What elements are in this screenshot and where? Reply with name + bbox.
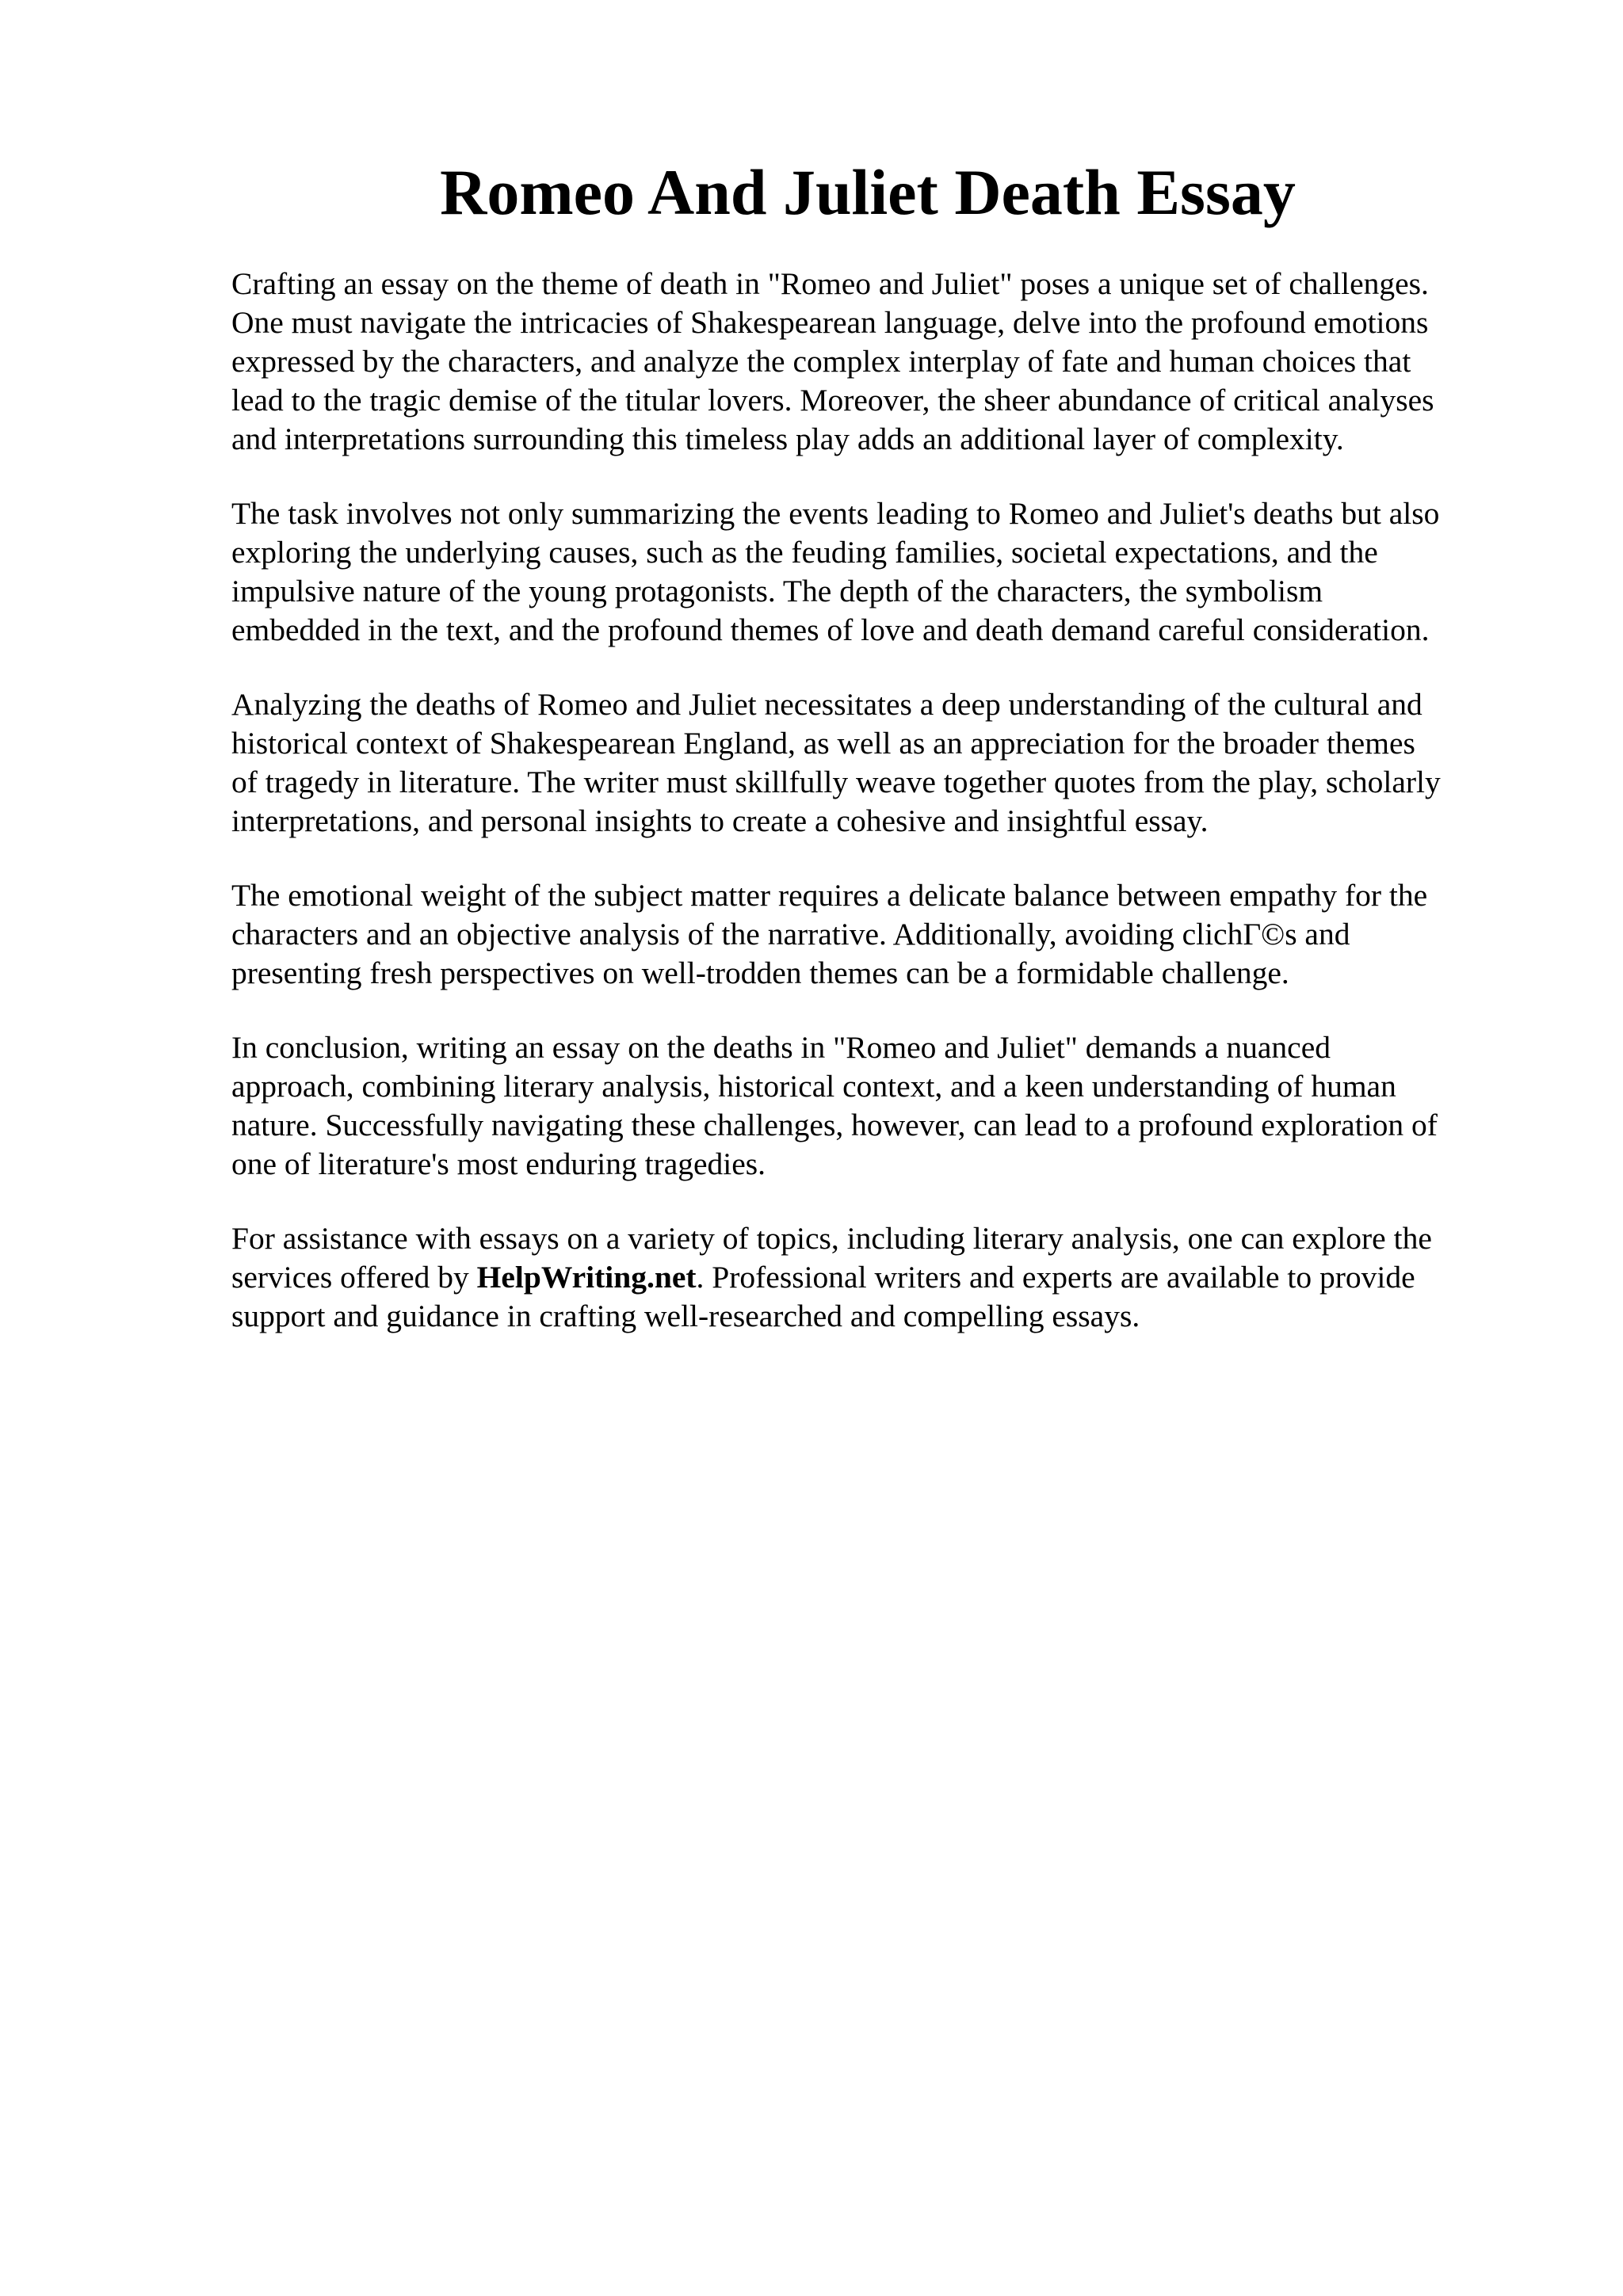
text-line: interpretations, and personal insights to create a cohesive and insightful essay. bbox=[231, 803, 1209, 838]
document-title: Romeo And Juliet Death Essay bbox=[440, 156, 1296, 228]
closing-text-before-brand: services offered by bbox=[231, 1260, 477, 1295]
helpwriting-brand: HelpWriting.net bbox=[476, 1260, 697, 1295]
text-line: exploring the underlying causes, such as the feuding families, societal expectations, and the bbox=[231, 535, 1378, 570]
text-line: presenting fresh perspectives on well-trodden themes can be a formidable challenge. bbox=[231, 955, 1289, 990]
text-line: of tragedy in literature. The writer must skillfully weave together quotes from the play, scholarly bbox=[231, 765, 1441, 799]
text-line: Crafting an essay on the theme of death in "Romeo and Juliet" poses a unique set of challenges. bbox=[231, 266, 1429, 301]
text-line: Analyzing the deaths of Romeo and Juliet necessitates a deep understanding of the cultural and bbox=[231, 687, 1423, 722]
text-line: nature. Successfully navigating these challenges, however, can lead to a profound exploration of bbox=[231, 1108, 1438, 1142]
text-line: impulsive nature of the young protagonists. The depth of the characters, the symbolism bbox=[231, 574, 1323, 608]
text-line: and interpretations surrounding this timeless play adds an additional layer of complexity. bbox=[231, 421, 1344, 456]
paragraph-1 bbox=[231, 265, 1515, 459]
text-line: One must navigate the intricacies of Shakespearean language, delve into the profound emotions bbox=[231, 305, 1429, 340]
text-line: In conclusion, writing an essay on the deaths in "Romeo and Juliet" demands a nuanced bbox=[231, 1030, 1331, 1065]
text-line: For assistance with essays on a variety of topics, including literary analysis, one can explore the bbox=[231, 1221, 1432, 1256]
paragraph-5 bbox=[231, 1028, 1515, 1184]
text-line: lead to the tragic demise of the titular lovers. Moreover, the sheer abundance of critical analyses bbox=[231, 383, 1434, 418]
document-body bbox=[231, 265, 1515, 1371]
text-line: embedded in the text, and the profound themes of love and death demand careful consideration. bbox=[231, 612, 1430, 647]
text-line: expressed by the characters, and analyze the complex interplay of fate and human choices that bbox=[231, 344, 1411, 379]
text-line-with-brand bbox=[231, 1258, 1515, 1297]
closing-text-after-brand: . Professional writers and experts are available to provide bbox=[696, 1260, 1415, 1295]
paragraph-2 bbox=[231, 494, 1515, 650]
paragraph-3 bbox=[231, 685, 1515, 841]
paragraph-4 bbox=[231, 876, 1515, 993]
text-line: historical context of Shakespearean England, as well as an appreciation for the broader themes bbox=[231, 726, 1415, 761]
text-line: The task involves not only summarizing the events leading to Romeo and Juliet's deaths but also bbox=[231, 496, 1440, 531]
text-line: characters and an objective analysis of the narrative. Additionally, avoiding clichГ©s and bbox=[231, 917, 1350, 952]
closing-paragraph bbox=[231, 1219, 1515, 1336]
text-line: support and guidance in crafting well-researched and compelling essays. bbox=[231, 1299, 1140, 1333]
text-line: The emotional weight of the subject matter requires a delicate balance between empathy for the bbox=[231, 878, 1428, 913]
text-line: one of literature's most enduring tragedies. bbox=[231, 1146, 766, 1181]
text-line: approach, combining literary analysis, historical context, and a keen understanding of human bbox=[231, 1069, 1396, 1104]
